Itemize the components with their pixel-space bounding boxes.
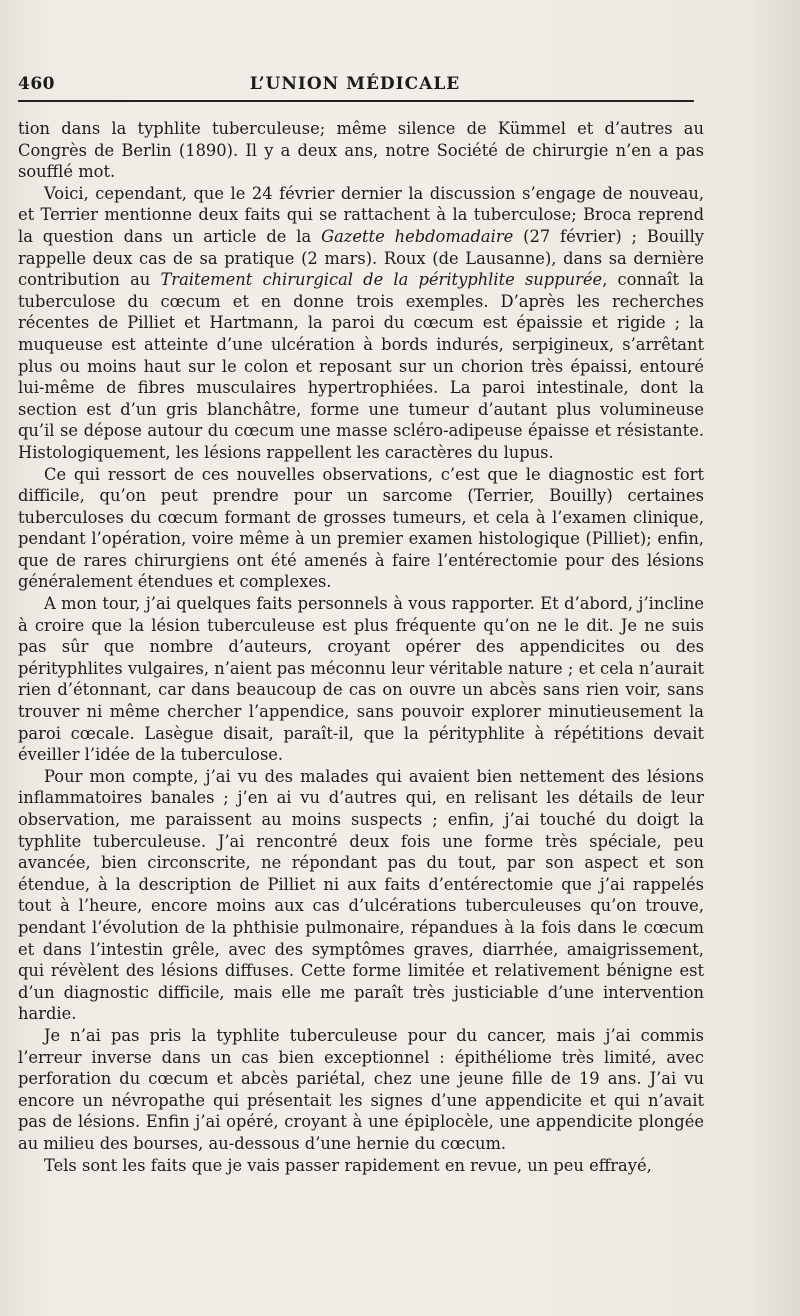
paragraph [18,1155,704,1177]
text-run: Ce qui ressort de ces nouvelles observations, c’est que le diagnostic est fort difficile, qu’on peut prendre pour un sarcome (Terrier, Bouilly) certaines tuberculoses du cœcum formant de grosses tumeurs, et cela à l’examen clinique, pendant l’opération, voire même à un premier examen histologique (Pilliet); enfin, que de rares chirurgiens ont été amenés à faire l’entérectomie pour des lésions généralement étendues et complexes. [18,464,704,592]
text-run: Je n’ai pas pris la typhlite tuberculeuse pour du cancer, mais j’ai commis l’erreur inverse dans un cas bien exceptionnel : épithéliome très limité, avec perforation du cœcum et abcès pariétal, chez une jeune fille de 19 ans. J’ai vu encore un névropathe qui présentait les signes d’une appendicite et qui n’avait pas de lésions. Enfin j’ai opéré, croyant à une épiplocèle, une appendicite plongée au milieu des bourses, au-dessous d’une hernie du cœcum. [18,1025,704,1153]
text-run: Voici, cependant, que le 24 février dernier la discussion s’engage de nouveau, et Terrier mentionne deux faits qui se rattachent à la tuberculose; Broca reprend la question dans un article de la [18,183,704,246]
italic-citation: Traitement chirurgical de la pérityphlite suppurée [160,270,603,290]
text-run: tion dans la typhlite tuberculeuse; même silence de Kümmel et d’autres au Congrès de Berlin (1890). Il y a deux ans, notre Société de chirurgie n’en a pas soufflé mot. [18,119,704,182]
text-run: (27 février) ; Bouilly rappelle deux cas de sa pratique (2 mars). Roux (de Lausanne), dans sa dernière contribution au [18,226,704,290]
running-title: L’UNION MÉDICALE [249,74,461,94]
header-rule [18,100,694,102]
text-run: Pour mon compte, j’ai vu des malades qui avaient bien nettement des lésions inflammatoires banales ; j’en ai vu d’autres qui, en relisant les détails de leur observation, me paraissent au moins suspects ; enfin, j’ai touché du doigt la typhlite tuberculeuse. J’ai rencontré deux fois une forme très spéciale, peu avancée, bien circonscrite, ne répondant pas du tout, par son aspect et son étendue, à la description de Pilliet ni aux faits d’entérectomie que j’ai rappelés tout à l’heure, encore moins aux cas d’ulcérations tuberculeuses qu’on trouve, pendant l’évolution de la phthisie pulmonaire, répandues à la fois dans le cœcum et dans l’intestin grêle, avec des symptômes graves, diarrhée, amaigrissement, qui révèlent des lésions diffuses. Cette forme limitée et relativement bénigne est d’un diagnostic difficile, mais elle me paraît très justiciable d’une intervention hardie. [18,766,704,1024]
page-number: 460 [18,74,55,94]
italic-citation: Gazette hebdomadaire [321,226,514,246]
page-header [18,74,692,98]
paragraph [18,1025,704,1155]
text-run: , connaît la tuberculose du cœcum et en donne trois exemples. D’après les recherches récentes de Pilliet et Hartmann, la paroi du cœcum est épaissie et rigide ; la muqueuse est atteinte d’une ulcération à bords indurés, serpigineux, s’arrêtant plus ou moins haut sur le colon et reposant sur un chorion très épaissi, entouré lui-même de fibres musculaires hypertrophiées. La paroi intestinale, dont la section est d’un gris blanchâtre, forme une tumeur d’autant plus volumineuse qu’il se dépose autour du cœcum une masse scléro-adipeuse épaisse et résistante. Histologiquement, les lésions rappellent les caractères du lupus. [18,270,704,462]
text-run: A mon tour, j’ai quelques faits personnels à vous rapporter. Et d’abord, j’incline à croire que la lésion tuberculeuse est plus fréquente qu’on ne le dit. Je ne suis pas sûr que nombre d’auteurs, croyant opérer des appendicites ou des pérityphlites vulgaires, n’aient pas méconnu leur véritable nature ; et cela n’aurait rien d’étonnant, car dans beaucoup de cas on ouvre un abcès sans rien voir, sans trouver ni même chercher l’appendice, sans pouvoir explorer minutieusement la paroi cœcale. Lasègue disait, paraît-il, que la pérityphlite à répétitions devait éveiller l’idée de la tuberculose. [18,594,704,765]
paragraph [18,593,704,766]
paragraph [18,118,704,183]
text-run: Tels sont les faits que je vais passer rapidement en revue, un peu effrayé, [44,1155,652,1175]
paragraph [18,183,704,464]
body-text [18,118,704,1176]
paragraph [18,464,704,594]
paragraph [18,766,704,1025]
